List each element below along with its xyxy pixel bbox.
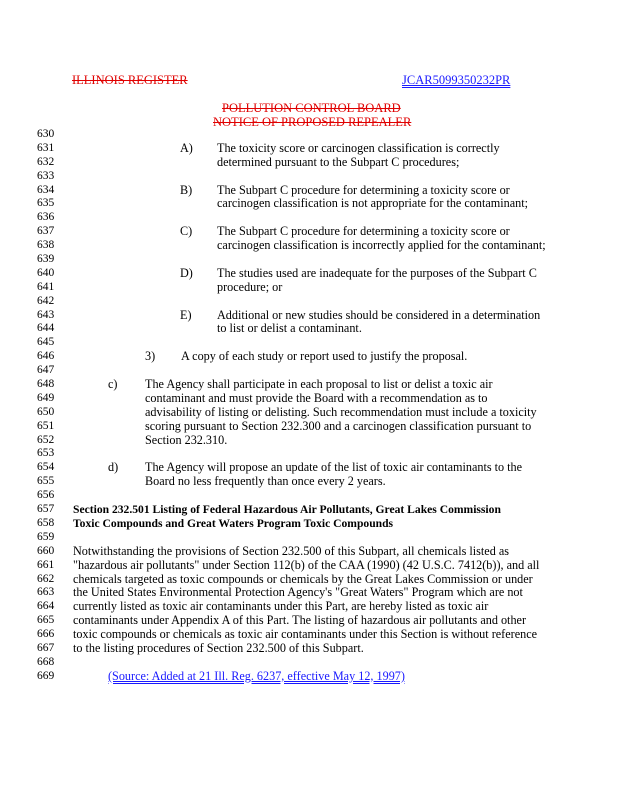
list-marker: 3) xyxy=(145,349,156,364)
line-text: The Agency shall participate in each proposal to list or delist a toxic air xyxy=(145,377,493,392)
document-line xyxy=(0,364,618,378)
document-line xyxy=(0,253,618,267)
line-number: 665 xyxy=(37,614,55,627)
line-number: 640 xyxy=(37,266,55,279)
line-text: toxic compounds or chemicals as toxic air contaminants under this Section is without reference xyxy=(73,627,538,642)
line-number: 646 xyxy=(37,350,55,363)
line-number: 653 xyxy=(37,447,55,460)
line-number: 639 xyxy=(37,253,55,266)
line-number: 633 xyxy=(37,169,55,182)
line-text: the United States Environmental Protection Agency's "Great Waters" Program which are not xyxy=(73,585,523,600)
document-line xyxy=(0,503,618,517)
list-marker: d) xyxy=(108,460,119,475)
document-line xyxy=(0,197,618,211)
line-number: 644 xyxy=(37,322,55,335)
line-number: 657 xyxy=(37,503,55,516)
list-marker: D) xyxy=(180,265,193,280)
document-line xyxy=(0,142,618,156)
line-number: 630 xyxy=(37,128,55,140)
document-line xyxy=(0,378,618,392)
jcar-link[interactable]: JCAR5099350232PR xyxy=(402,73,511,87)
line-text: Toxic Compounds and Great Waters Program Toxic Compounds xyxy=(73,516,394,530)
line-number: 643 xyxy=(37,308,55,321)
line-text: The Agency will propose an update of the list of toxic air contaminants to the xyxy=(145,460,523,475)
line-number: 667 xyxy=(37,641,55,654)
line-number: 634 xyxy=(37,183,55,196)
line-text: The studies used are inadequate for the purposes of the Subpart C xyxy=(217,265,537,280)
document-line xyxy=(0,628,618,642)
document-line xyxy=(0,573,618,587)
line-number: 636 xyxy=(37,211,55,224)
line-text: contaminants under Appendix A of this Part. The listing of hazardous air pollutants and other xyxy=(73,613,527,628)
line-text: A copy of each study or report used to justify the proposal. xyxy=(181,349,468,364)
line-number: 659 xyxy=(37,530,55,543)
line-number: 632 xyxy=(37,155,55,168)
document-line xyxy=(0,128,618,142)
line-number: 650 xyxy=(37,405,55,418)
line-number: 662 xyxy=(37,572,55,585)
document-line xyxy=(0,517,618,531)
line-number: 651 xyxy=(37,419,55,432)
line-number: 668 xyxy=(37,655,55,668)
document-line xyxy=(0,239,618,253)
list-marker: A) xyxy=(180,140,193,155)
notice-title: NOTICE OF PROPOSED REPEALER xyxy=(213,115,412,129)
list-marker: B) xyxy=(180,182,193,197)
document-line xyxy=(0,281,618,295)
document-line xyxy=(0,184,618,198)
document-line xyxy=(0,586,618,600)
line-number: 635 xyxy=(37,197,55,210)
line-text: Additional or new studies should be considered in a determination xyxy=(217,307,541,322)
line-text: determined pursuant to the Subpart C procedures; xyxy=(217,154,460,169)
document-line xyxy=(0,461,618,475)
line-text: procedure; or xyxy=(217,279,283,294)
line-number: 663 xyxy=(37,586,55,599)
document-line xyxy=(0,642,618,656)
line-number: 648 xyxy=(37,378,55,391)
document-line xyxy=(0,225,618,239)
line-text: advisability of listing or delisting. Such recommendation must include a toxicity xyxy=(145,404,537,419)
line-text: Section 232.310. xyxy=(145,432,228,447)
line-text: scoring pursuant to Section 232.300 and a carcinogen classification pursuant to xyxy=(145,418,532,433)
document-line xyxy=(0,559,618,573)
line-number: 660 xyxy=(37,544,55,557)
line-text: currently listed as toxic air contaminants under this Part, are hereby listed as toxic air xyxy=(73,599,489,614)
line-number: 654 xyxy=(37,461,55,474)
document-line xyxy=(0,211,618,225)
line-text: The Subpart C procedure for determining a toxicity score or xyxy=(217,224,510,239)
line-number: 652 xyxy=(37,433,55,446)
document-line xyxy=(0,309,618,323)
line-number: 656 xyxy=(37,489,55,502)
line-number: 638 xyxy=(37,239,55,252)
document-line xyxy=(0,475,618,489)
line-number: 647 xyxy=(37,364,55,377)
line-number: 661 xyxy=(37,558,55,571)
line-number: 664 xyxy=(37,600,55,613)
document-line xyxy=(0,295,618,309)
document-line xyxy=(0,350,618,364)
line-number: 669 xyxy=(37,669,55,682)
document-line xyxy=(0,322,618,336)
document-line xyxy=(0,600,618,614)
document-line xyxy=(0,406,618,420)
line-number: 641 xyxy=(37,280,55,293)
line-text: Section 232.501 Listing of Federal Hazardous Air Pollutants, Great Lakes Commission xyxy=(73,503,501,517)
line-number: 645 xyxy=(37,336,55,349)
document-line xyxy=(0,531,618,545)
document-line xyxy=(0,420,618,434)
line-number: 649 xyxy=(37,391,55,404)
line-number: 658 xyxy=(37,516,55,529)
line-number: 666 xyxy=(37,628,55,641)
register-header: ILLINOIS REGISTER xyxy=(72,73,188,87)
document-line xyxy=(0,489,618,503)
numbered-lines xyxy=(0,128,618,684)
line-text: to list or delist a contaminant. xyxy=(217,321,362,336)
document-line xyxy=(0,170,618,184)
line-text: Notwithstanding the provisions of Section 232.500 of this Subpart, all chemicals listed as xyxy=(73,543,509,558)
document-line xyxy=(0,336,618,350)
document-line xyxy=(0,447,618,461)
line-text: chemicals targeted as toxic compounds or chemicals by the Great Lakes Commission or under xyxy=(73,571,533,586)
document-line xyxy=(0,267,618,281)
line-number: 631 xyxy=(37,141,55,154)
document-line xyxy=(0,545,618,559)
line-text: The toxicity score or carcinogen classification is correctly xyxy=(217,140,500,155)
line-text: "hazardous air pollutants" under Section 112(b) of the CAA (1990) (42 U.S.C. 7412(b)), and all xyxy=(73,557,540,572)
line-number: 655 xyxy=(37,475,55,488)
list-marker: C) xyxy=(180,224,193,239)
document-line xyxy=(0,670,618,684)
list-marker: E) xyxy=(180,307,192,322)
document-line xyxy=(0,156,618,170)
line-text: to the listing procedures of Section 232.500 of this Subpart. xyxy=(73,640,364,655)
line-text: contaminant and must provide the Board with a recommendation as to xyxy=(145,390,488,405)
line-text: The Subpart C procedure for determining a toxicity score or xyxy=(217,182,510,197)
document-line xyxy=(0,614,618,628)
list-marker: c) xyxy=(108,377,118,392)
agency-title: POLLUTION CONTROL BOARD xyxy=(222,101,401,115)
line-text: carcinogen classification is incorrectly applied for the contaminant; xyxy=(217,238,546,253)
line-text: carcinogen classification is not appropriate for the contaminant; xyxy=(217,196,529,211)
line-number: 642 xyxy=(37,294,55,307)
line-number: 637 xyxy=(37,225,55,238)
source-note-link[interactable]: (Source: Added at 21 Ill. Reg. 6237, effective May 12, 1997) xyxy=(108,668,405,683)
document-line xyxy=(0,392,618,406)
line-text: Board no less frequently than once every 2 years. xyxy=(145,474,386,489)
document-line xyxy=(0,434,618,448)
document-line xyxy=(0,656,618,670)
